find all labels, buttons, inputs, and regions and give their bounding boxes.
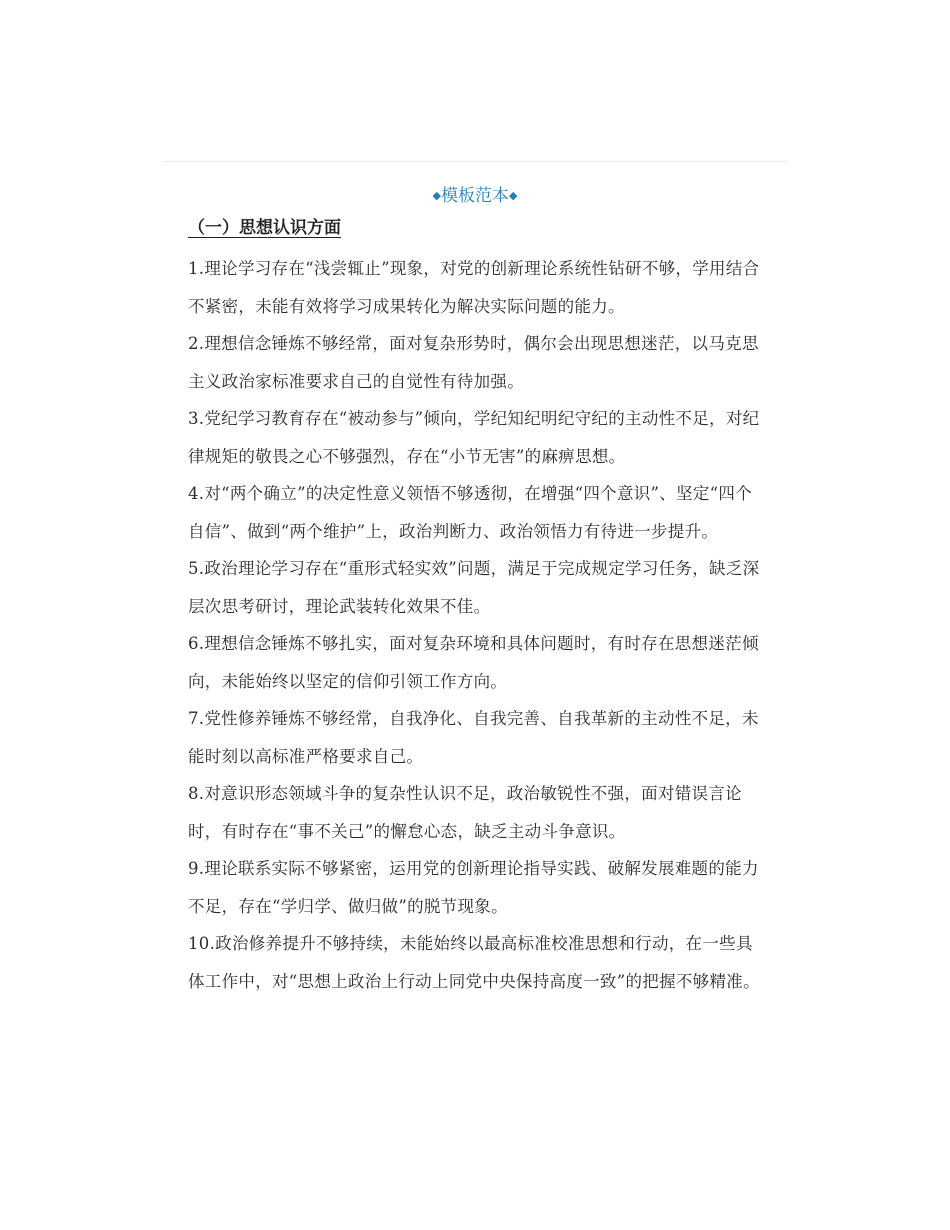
list-item-5: 5.政治理论学习存在“重形式轻实效”问题，满足于完成规定学习任务，缺乏深层次思考研讨，理论武装转化效果不佳。	[188, 559, 760, 616]
diamond-icon-left: ◆	[432, 189, 441, 202]
list-item-7: 7.党性修养锤炼不够经常，自我净化、自我完善、自我革新的主动性不足，未能时刻以高标准严格要求自己。	[188, 709, 759, 766]
list-item-3: 3.党纪学习教育存在“被动参与”倾向，学纪知纪明纪守纪的主动性不足，对纪律规矩的敬畏之心不够强烈，存在“小节无害”的麻痹思想。	[188, 409, 760, 466]
document-body	[188, 213, 766, 1000]
section-heading: （一）思想认识方面	[188, 218, 341, 238]
list-item-4: 4.对“两个确立”的决定性意义领悟不够透彻，在增强“四个意识”、坚定“四个自信”、做到“两个维护”上，政治判断力、政治领悟力有待进一步提升。	[188, 484, 753, 541]
template-banner	[0, 182, 950, 210]
list-item-8: 8.对意识形态领域斗争的复杂性认识不足，政治敏锐性不强，面对错误言论时，有时存在“事不关己”的懈怠心态，缺乏主动斗争意识。	[188, 784, 742, 841]
list-item-9: 9.理论联系实际不够紧密，运用党的创新理论指导实践、破解发展难题的能力不足，存在“学归学、做归做”的脱节现象。	[188, 859, 759, 916]
list-item-1: 1.理论学习存在“浅尝辄止”现象，对党的创新理论系统性钻研不够，学用结合不紧密，未能有效将学习成果转化为解决实际问题的能力。	[188, 259, 760, 316]
header-divider	[163, 161, 787, 162]
banner-title: 模板范本	[441, 186, 509, 206]
list-item-2: 2.理想信念锤炼不够经常，面对复杂形势时，偶尔会出现思想迷茫，以马克思主义政治家标准要求自己的自觉性有待加强。	[188, 334, 759, 391]
list-item-6: 6.理想信念锤炼不够扎实，面对复杂环境和具体问题时，有时存在思想迷茫倾向，未能始终以坚定的信仰引领工作方向。	[188, 634, 759, 691]
list-item-10: 10.政治修养提升不够持续，未能始终以最高标准校准思想和行动，在一些具体工作中，对“思想上政治上行动上同党中央保持高度一致”的把握不够精准。	[188, 934, 760, 991]
diamond-icon-right: ◆	[509, 189, 518, 202]
